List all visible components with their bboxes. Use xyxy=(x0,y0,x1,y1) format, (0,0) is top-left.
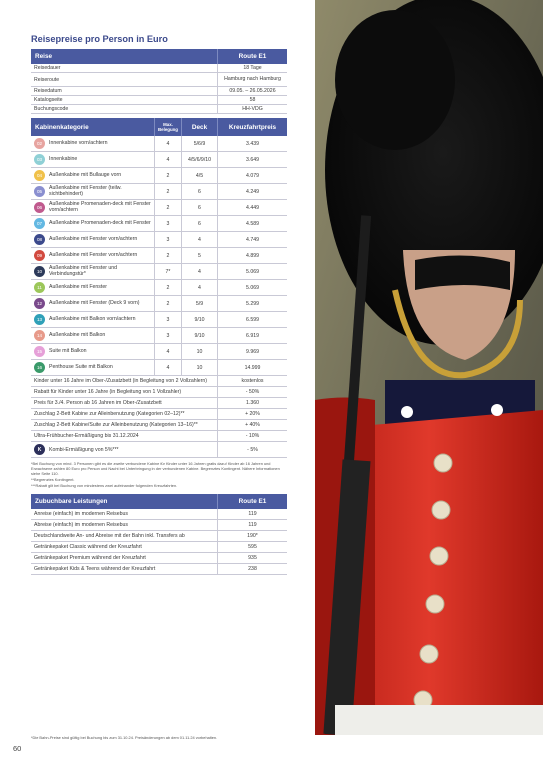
zubuchbar-table xyxy=(31,494,287,575)
zubuchbar-row xyxy=(31,509,287,520)
max-belegung: 2 xyxy=(154,184,181,199)
kreuzfahrtpreis: 5.299 xyxy=(217,296,287,311)
page-number: 60 xyxy=(13,744,22,753)
deck: 6 xyxy=(181,184,217,199)
category-name: Außenkabine Promenaden-deck mit Fenster vorn/achtern xyxy=(49,200,151,213)
reise-row xyxy=(31,96,287,105)
reise-value: 18 Tage xyxy=(217,64,287,72)
deck: 5 xyxy=(181,248,217,263)
reise-value: Hamburg nach Hamburg xyxy=(217,73,287,86)
category-number-badge: 15 xyxy=(34,346,45,357)
kabinen-row xyxy=(31,344,287,360)
extras-value: + 20% xyxy=(217,409,287,419)
deck: 4 xyxy=(181,264,217,279)
extras-row xyxy=(31,398,287,409)
zubuchbar-label: Getränkepaket Classic während der Kreuzfahrt xyxy=(34,544,142,550)
max-belegung: 2 xyxy=(154,296,181,311)
kreuzfahrtpreis: 4.449 xyxy=(217,200,287,215)
deck: 5/6/9 xyxy=(181,136,217,151)
reise-row xyxy=(31,87,287,96)
kabinen-row xyxy=(31,280,287,296)
category-number-badge: 12 xyxy=(34,298,45,309)
extras-row xyxy=(31,376,287,387)
max-belegung: 2 xyxy=(154,248,181,263)
kreuzfahrtpreis: 3.649 xyxy=(217,152,287,167)
header-reise: Reise xyxy=(35,53,53,60)
zubuchbar-value: 119 xyxy=(217,509,287,519)
category-name: Außenkabine mit Balkon vorn/achtern xyxy=(49,315,136,322)
category-name: Innenkabine xyxy=(49,155,78,162)
extras-row xyxy=(31,387,287,398)
deck: 10 xyxy=(181,360,217,375)
category-number-badge: 10 xyxy=(34,266,45,277)
extras-label: Zuschlag 2-Bett Kabine zur Alleinbenutzung (Kategorien 02–12)** xyxy=(34,411,185,417)
extras-label: Ultra-Frühbucher-Ermäßigung bis 31.12.2024 xyxy=(34,433,139,439)
kombi-label: Kombi-Ermäßigung von 5%*** xyxy=(49,446,119,453)
kreuzfahrtpreis: 3.439 xyxy=(217,136,287,151)
kreuzfahrtpreis: 4.749 xyxy=(217,232,287,247)
category-number-badge: 13 xyxy=(34,314,45,325)
category-number-badge: 06 xyxy=(34,202,45,213)
category-name: Außenkabine mit Bullauge vorn xyxy=(49,171,122,178)
kreuzfahrtpreis: 4.899 xyxy=(217,248,287,263)
header-belegung: Max. Belegung xyxy=(154,118,181,136)
kreuzfahrtpreis: 6.919 xyxy=(217,328,287,343)
zubuchbar-row xyxy=(31,531,287,542)
kreuzfahrtpreis: 4.589 xyxy=(217,216,287,231)
reise-label: Reisedauer xyxy=(34,65,61,71)
extras-row xyxy=(31,431,287,442)
zubuchbar-row xyxy=(31,553,287,564)
reise-value: 09.05. – 26.05.2026 xyxy=(217,87,287,95)
kabinen-row xyxy=(31,184,287,200)
category-name: Außenkabine mit Fenster vorn/achtern xyxy=(49,235,138,242)
kreuzfahrtpreis: 4.249 xyxy=(217,184,287,199)
kabinen-row xyxy=(31,312,287,328)
zubuchbar-label: Getränkepaket Kids & Teens während der Kreuzfahrt xyxy=(34,566,156,572)
reise-label: Buchungscode xyxy=(34,106,69,112)
header-kategorie: Kabinenkategorie xyxy=(35,123,89,131)
max-belegung: 2 xyxy=(154,200,181,215)
kabinen-row xyxy=(31,248,287,264)
deck: 4 xyxy=(181,232,217,247)
category-number-badge: 09 xyxy=(34,250,45,261)
deck: 10 xyxy=(181,344,217,359)
reise-table-header xyxy=(31,49,287,64)
category-name: Außenkabine Promenaden-deck mit Fenster xyxy=(49,219,151,226)
reise-row xyxy=(31,73,287,87)
category-number-badge: 04 xyxy=(34,170,45,181)
deck: 4/5/6/9/10 xyxy=(181,152,217,167)
max-belegung: 4 xyxy=(154,360,181,375)
zubuchbar-label: Getränkepaket Premium während der Kreuzfahrt xyxy=(34,555,146,561)
category-number-badge: 07 xyxy=(34,218,45,229)
footnote: ***Rabatt gilt bei Buchung von mindestens zwei aufeinander folgenden Kreuzfahrten. xyxy=(31,483,178,488)
header-route: Route E1 xyxy=(217,49,287,64)
category-name: Innenkabine vorn/achtern xyxy=(49,139,108,146)
footnote: **Begrenztes Kontingent. xyxy=(31,477,75,482)
kabinen-row xyxy=(31,200,287,216)
category-number-badge: 03 xyxy=(34,154,45,165)
extras-label: Zuschlag 2-Bett Kabine/Suite zur Alleinbenutzung (Kategorien 13–16)** xyxy=(34,422,198,428)
kombi-value: - 5% xyxy=(217,442,287,457)
max-belegung: 4 xyxy=(154,136,181,151)
deck: 5/9 xyxy=(181,296,217,311)
zubuchbar-table-header xyxy=(31,494,287,509)
extras-value: - 50% xyxy=(217,387,287,397)
category-number-badge: 16 xyxy=(34,362,45,373)
kreuzfahrtpreis: 4.079 xyxy=(217,168,287,183)
deck: 6 xyxy=(181,200,217,215)
max-belegung: 4 xyxy=(154,152,181,167)
max-belegung: 7* xyxy=(154,264,181,279)
reise-table xyxy=(31,49,287,114)
zubuchbar-label: Deutschlandweite An- und Abreise mit der Bahn inkl. Transfers ab xyxy=(34,533,185,539)
category-name: Suite mit Balkon xyxy=(49,347,87,354)
reise-label: Reisedatum xyxy=(34,88,62,94)
footnote: *Bei Buchung von mind. 3 Personen gibt es die zweite verbundene Kabine für Kinder unter 16 Jahren gratis dazu! Kinder ab 16 Jahren und Erwachsene zahlen 80 Euro pro Person und Nacht bei Unterbringung in der verbundenen Kabine. Begrenztes Kontingent. Nähere Informationen siehe Seite 110. xyxy=(31,461,280,476)
footnotes xyxy=(31,461,287,488)
zubuchbar-value: 190* xyxy=(217,531,287,541)
zubuchbar-value: 935 xyxy=(217,553,287,563)
kabinen-row xyxy=(31,296,287,312)
zubuchbar-row xyxy=(31,564,287,575)
kombi-row xyxy=(31,442,287,458)
kabinen-table-header xyxy=(31,118,287,136)
category-number-badge: 08 xyxy=(34,234,45,245)
header-zubuchbar-route: Route E1 xyxy=(217,494,287,509)
extras-row xyxy=(31,420,287,431)
kreuzfahrtpreis: 14.999 xyxy=(217,360,287,375)
deck: 9/10 xyxy=(181,328,217,343)
category-name: Außenkabine mit Balkon xyxy=(49,331,106,338)
max-belegung: 3 xyxy=(154,312,181,327)
extras-value: + 40% xyxy=(217,420,287,430)
kabinen-row xyxy=(31,168,287,184)
extras-label: Rabatt für Kinder unter 16 Jahre (in Begleitung von 1 Vollzahler) xyxy=(34,389,182,395)
header-preis: Kreuzfahrtpreis xyxy=(217,118,287,136)
kreuzfahrtpreis: 5.069 xyxy=(217,280,287,295)
deck: 4/5 xyxy=(181,168,217,183)
max-belegung: 2 xyxy=(154,168,181,183)
guard-photo xyxy=(315,0,543,735)
kabinen-row xyxy=(31,264,287,280)
zubuchbar-value: 119 xyxy=(217,520,287,530)
kreuzfahrtpreis: 5.069 xyxy=(217,264,287,279)
extras-value: - 10% xyxy=(217,431,287,441)
category-number-badge: 14 xyxy=(34,330,45,341)
kreuzfahrtpreis: 6.599 xyxy=(217,312,287,327)
header-deck: Deck xyxy=(181,118,217,136)
zubuchbar-label: Abreise (einfach) im modernen Reisebus xyxy=(34,522,128,528)
category-number-badge: 02 xyxy=(34,138,45,149)
kreuzfahrtpreis: 9.969 xyxy=(217,344,287,359)
kabinen-row xyxy=(31,328,287,344)
extras-value: 1.360 xyxy=(217,398,287,408)
category-name: Außenkabine mit Fenster und Verbindungstür* xyxy=(49,264,118,277)
category-name: Außenkabine mit Fenster (teilw. sichtbehindert) xyxy=(49,184,122,197)
extras-table xyxy=(31,376,287,442)
kabinen-row xyxy=(31,360,287,376)
guard-illustration xyxy=(315,0,543,735)
zubuchbar-label: Anreise (einfach) im modernen Reisebus xyxy=(34,511,128,517)
extras-row xyxy=(31,409,287,420)
extras-label: Kinder unter 16 Jahre im Ober-/Zusatzbett (in Begleitung von 2 Vollzahlern) xyxy=(34,378,208,384)
kabinen-row xyxy=(31,136,287,152)
deck: 9/10 xyxy=(181,312,217,327)
price-section xyxy=(31,34,287,575)
reise-value: HH-VDG xyxy=(217,105,287,113)
extras-value: kostenlos xyxy=(217,376,287,386)
category-name: Außenkabine mit Fenster vorn/achtern xyxy=(49,251,138,258)
kabinen-table xyxy=(31,118,287,376)
extras-label: Preis für 3./4. Person ab 16 Jahren im Ober-/Zusatzbett xyxy=(34,400,162,406)
bottom-footnote: *Die Bahn-Preise sind gültig bei Buchung bis zum 31.10.24. Preisänderungen ab dem 01.11.24 vorbehalten. xyxy=(31,735,218,740)
category-number-badge: 05 xyxy=(34,186,45,197)
max-belegung: 3 xyxy=(154,216,181,231)
reise-label: Katalogseite xyxy=(34,97,63,103)
category-number-badge: 11 xyxy=(34,282,45,293)
reise-row xyxy=(31,105,287,114)
kabinen-row xyxy=(31,216,287,232)
zubuchbar-value: 595 xyxy=(217,542,287,552)
deck: 4 xyxy=(181,280,217,295)
max-belegung: 4 xyxy=(154,344,181,359)
category-name: Außenkabine mit Fenster (Deck 9 vorn) xyxy=(49,299,140,306)
kombi-badge-icon: K xyxy=(34,444,45,455)
reise-label: Reiseroute xyxy=(34,76,60,83)
page-title: Reisepreise pro Person in Euro xyxy=(31,34,168,44)
zubuchbar-value: 238 xyxy=(217,564,287,574)
zubuchbar-row xyxy=(31,520,287,531)
kabinen-row xyxy=(31,152,287,168)
reise-row xyxy=(31,64,287,73)
header-zubuchbar: Zubuchbare Leistungen xyxy=(35,498,108,505)
max-belegung: 3 xyxy=(154,232,181,247)
max-belegung: 3 xyxy=(154,328,181,343)
reise-value: 58 xyxy=(217,96,287,104)
zubuchbar-row xyxy=(31,542,287,553)
category-name: Außenkabine mit Fenster xyxy=(49,283,107,290)
category-name: Penthouse Suite mit Balkon xyxy=(49,363,113,370)
deck: 6 xyxy=(181,216,217,231)
kabinen-row xyxy=(31,232,287,248)
max-belegung: 2 xyxy=(154,280,181,295)
